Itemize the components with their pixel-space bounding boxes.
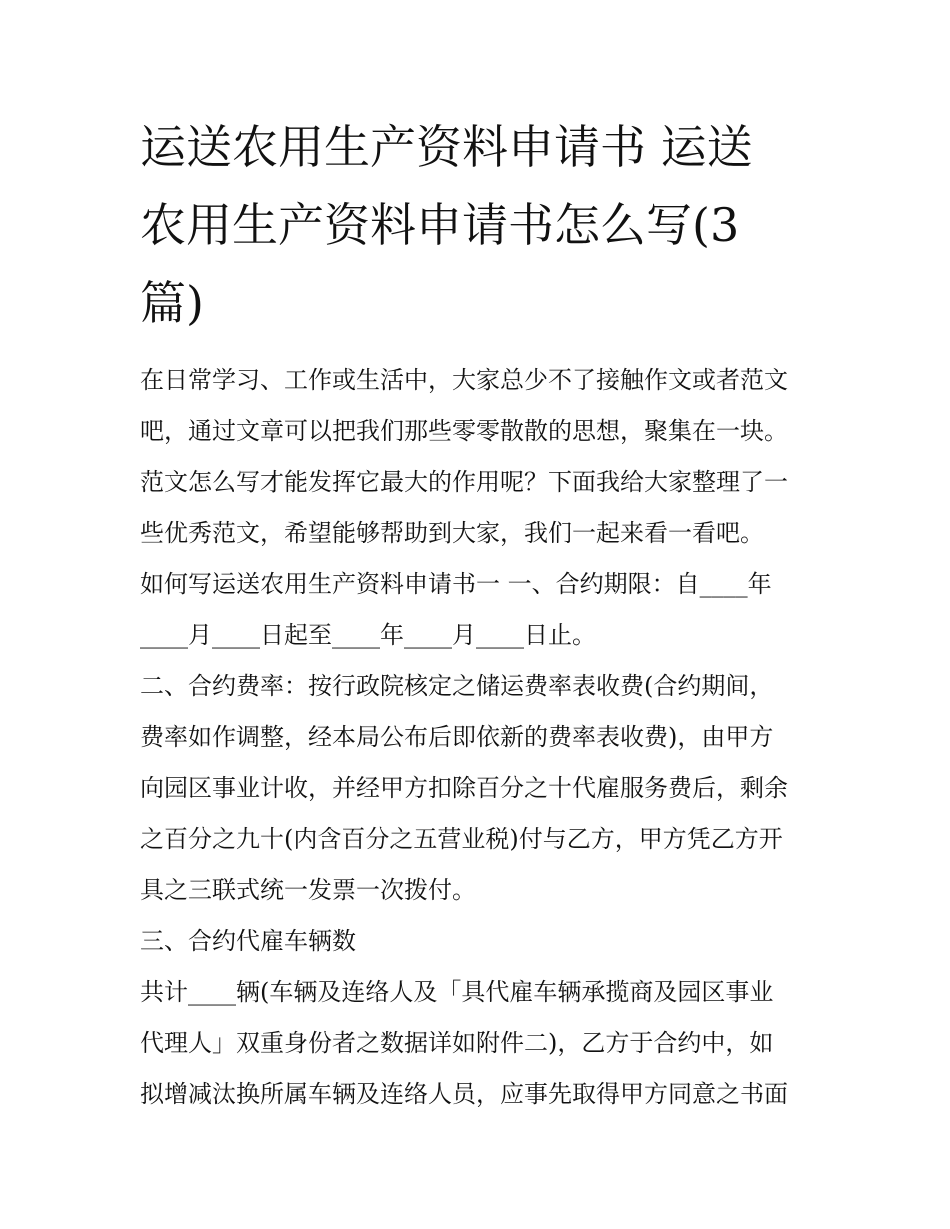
body-line: 二、合约费率：按行政院核定之储运费率表收费(合约期间， bbox=[140, 672, 774, 700]
body-line: 些优秀范文，希望能够帮助到大家，我们一起来看一看吧。 bbox=[140, 519, 764, 547]
body-line: 范文怎么写才能发挥它最大的作用呢？下面我给大家整理了一 bbox=[140, 468, 788, 496]
body-line: 向园区事业计收，并经甲方扣除百分之十代雇服务费后，剩余 bbox=[140, 774, 788, 802]
body-line: 三、合约代雇车辆数 bbox=[140, 927, 356, 955]
body-line: 之百分之九十(内含百分之五营业税)付与乙方，甲方凭乙方开 bbox=[140, 825, 783, 853]
body-line: 共计____辆(车辆及连络人及「具代雇车辆承揽商及园区事业 bbox=[140, 978, 774, 1006]
body-line: 代理人」双重身份者之数据详如附件二)，乙方于合约中，如 bbox=[140, 1029, 774, 1057]
title-line: 农用生产资料申请书怎么写(3 bbox=[140, 198, 740, 252]
title-line: 篇) bbox=[140, 276, 204, 330]
body-line: 在日常学习、工作或生活中，大家总少不了接触作文或者范文 bbox=[140, 366, 788, 394]
body-line: 费率如作调整，经本局公布后即依新的费率表收费)，由甲方 bbox=[140, 723, 774, 751]
body-line: 如何写运送农用生产资料申请书一 一、合约期限：自____年 bbox=[140, 570, 772, 598]
body-line: ____月____日起至____年____月____日止。 bbox=[140, 621, 596, 649]
body-line: 吧，通过文章可以把我们那些零零散散的思想，聚集在一块。 bbox=[140, 417, 788, 445]
body-line: 具之三联式统一发票一次拨付。 bbox=[140, 876, 476, 904]
document-title bbox=[140, 108, 830, 342]
title-line: 运送农用生产资料申请书 运送 bbox=[140, 120, 753, 174]
document-body bbox=[140, 355, 840, 1120]
body-line: 拟增减汰换所属车辆及连络人员，应事先取得甲方同意之书面 bbox=[140, 1080, 788, 1108]
